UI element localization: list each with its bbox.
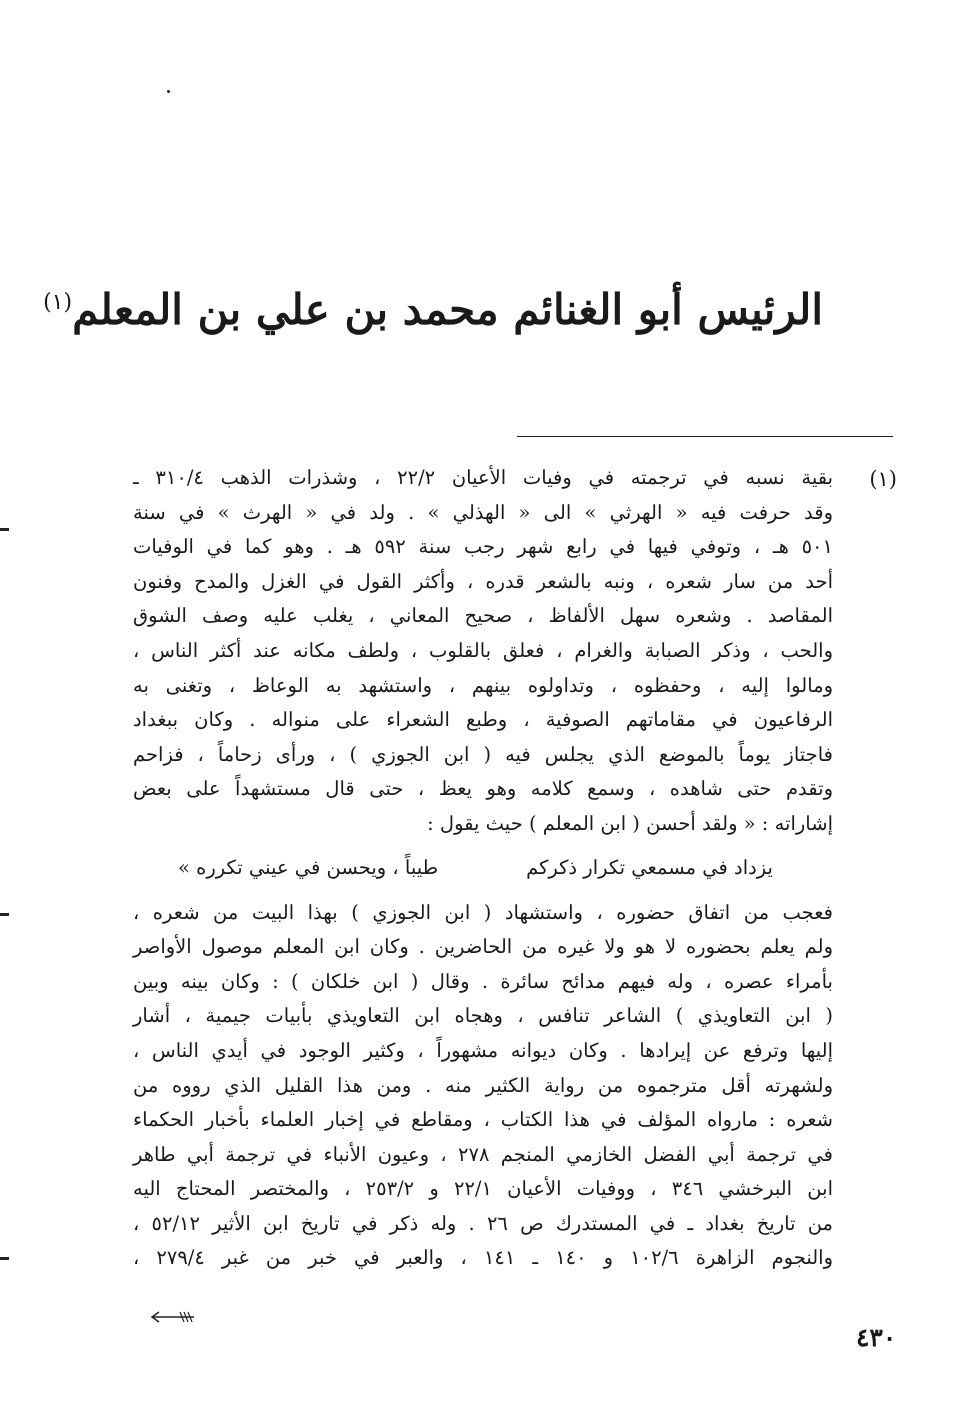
- footnote-line: الرفاعيون في مقاماتهم الصوفية ، وطبع الشعراء على منواله . وكان ببغداد: [133, 708, 833, 732]
- footnote-body: [133, 461, 833, 1276]
- footnote-line: ولم يعلم بحضوره لا هو ولا غيره من الحاضرين . وكان ابن المعلم موصول الأواصر: [133, 935, 833, 959]
- binding-edge-mark: [0, 913, 9, 916]
- footnote-line: فعجب من اتفاق حضوره ، واستشهاد ( ابن الجوزي ) بهذا البيت من شعره ،: [133, 900, 833, 924]
- ink-speck: [167, 90, 170, 93]
- footnote-line: بأمراء عصره ، وله فيهم مدائح سائرة . وقال ( ابن خلكان ) : وكان بينه وبين: [133, 969, 833, 993]
- footnote-line: في ترجمة أبي الفضل الخازمي المنجم ٢٧٨ ، وعيون الأنباء في ترجمة أبي طاهر: [133, 1142, 833, 1166]
- page-number: ٤٣٠: [856, 1323, 897, 1352]
- poetry-verse: [133, 846, 833, 890]
- footnote-line: أحد من سار شعره ، ونبه بالشعر قدره ، وأكثر القول في الغزل والمدح وفنون: [133, 569, 833, 593]
- verse-first-hemistich: يزداد في مسمعي تكرار ذكركم: [526, 855, 773, 879]
- footnote-line: والنجوم الزاهرة ١٠٢/٦ و ١٤٠ ـ ١٤١ ، والعبر في خبر من غبر ٢٧٩/٤ ،: [133, 1246, 833, 1270]
- footnote-line: ( ابن التعاويذي ) الشاعر تنافس ، وهجاه ابن التعاويذي بأبيات جيمية ، أشار: [133, 1004, 833, 1028]
- chapter-title-footnote-ref: (١): [43, 290, 73, 315]
- binding-edge-mark: [0, 1257, 9, 1260]
- continuation-arrow-icon: [150, 1310, 196, 1324]
- footnote-line: المقاصد . وشعره سهل الألفاظ ، صحيح المعاني ، يغلب عليه وصف الشوق: [133, 604, 833, 628]
- footnote-line: إليها وترفع عن إيرادها . وكان ديوانه مشهوراً ، وكثير الوجود في أيدي الناس ،: [133, 1038, 833, 1062]
- footnote-line: إشاراته : « ولقد أحسن ( ابن المعلم ) حيث يقول :: [427, 811, 833, 835]
- footnote-line: ومالوا إليه ، وحفظوه ، وتداولوه بينهم ، واستشهد به الوعاظ ، وتغنى به: [133, 673, 833, 697]
- footnote-paragraph-1: [133, 461, 833, 842]
- footnote-paragraph-2: [133, 896, 833, 1277]
- footnote-line: ٥٠١ هـ ، وتوفي فيها في رابع شهر رجب سنة ٥٩٢ هـ . وهو كما في الوفيات: [133, 535, 833, 559]
- footnote-line: وتقدم حتى شاهده ، وسمع كلامه وهو يعظ ، حتى قال مستشهداً على بعض: [133, 777, 833, 801]
- chapter-title-text: الرئيس أبو الغنائم محمد بن علي بن المعلم: [72, 285, 823, 334]
- footnote-line: وقد حرفت فيه « الهرثي » الى « الهذلي » . ولد في « الهرث » في سنة: [133, 500, 833, 524]
- footnote-line: من تاريخ بغداد ـ في المستدرك ص ٢٦ . وله ذكر في تاريخ ابن الأثير ٥٢/١٢ ،: [133, 1211, 834, 1235]
- footnote-separator-rule: [517, 436, 893, 437]
- footnote-line: فاجتاز يوماً بالموضع الذي يجلس فيه ( ابن الجوزي ) ، ورأى زحاماً ، فزاحم: [133, 742, 833, 766]
- verse-second-hemistich: طيباً ، ويحسن في عيني تكرره »: [178, 855, 439, 879]
- footnote-marker: (١): [869, 467, 897, 491]
- footnote-line: بقية نسبه في ترجمته في وفيات الأعيان ٢٢/٢ ، وشذرات الذهب ٣١٠/٤ ـ: [133, 466, 833, 489]
- chapter-title: [43, 268, 823, 345]
- footnote-line: ابن البرخشي ٣٤٦ ، ووفيات الأعيان ٢٢/١ و ٢٥٣/٢ ، والمختصر المحتاج اليه: [133, 1177, 834, 1201]
- footnote-line: شعره : مارواه المؤلف في هذا الكتاب ، ومقاطع في إخبار العلماء بأخبار الحكماء: [133, 1108, 833, 1132]
- footnote-line: ولشهرته أقل مترجموه من رواية الكثير منه . ومن هذا القليل الذي رووه من: [133, 1073, 833, 1097]
- footnote-line: والحب ، وذكر الصبابة والغرام ، فعلق بالقلوب ، ولطف مكانه عند أكثر الناس ،: [133, 638, 833, 662]
- binding-edge-mark: [0, 528, 9, 531]
